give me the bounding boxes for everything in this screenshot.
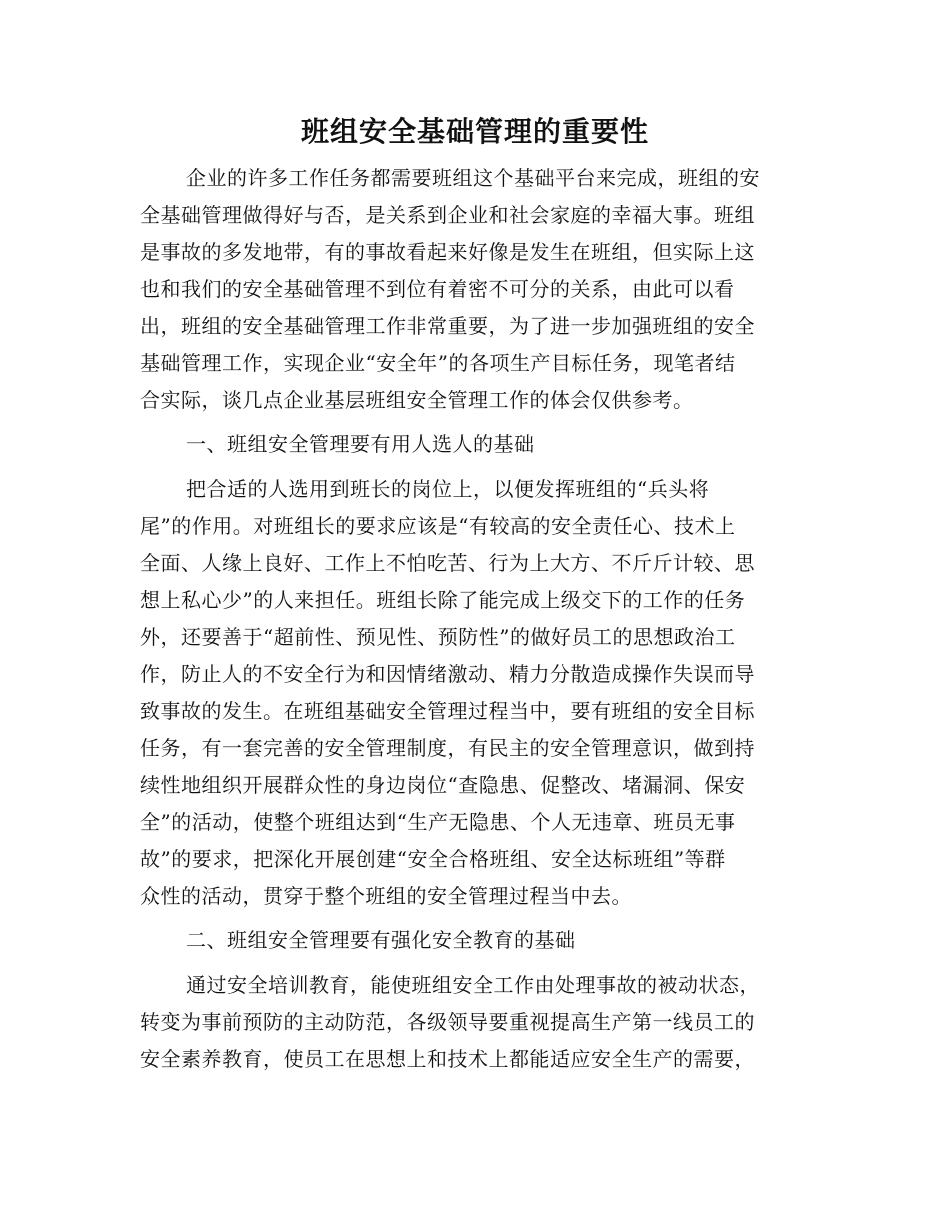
paragraph-section-2 <box>140 967 795 1078</box>
text-line: 故”的要求，把深化开展创建“安全合格班组、安全达标班组”等群 <box>140 847 726 871</box>
text-line: 转变为事前预防的主动防范，各级领导要重视提高生产第一线员工的 <box>140 1010 755 1034</box>
text-line: 全基础管理做得好与否，是关系到企业和社会家庭的幸福大事。班组 <box>140 203 755 227</box>
text-line: 想上私心少”的人来担任。班组长除了能完成上级交下的工作的任务 <box>140 588 746 612</box>
text-line: 作，防止人的不安全行为和因情绪激动、精力分散造成操作失误而导 <box>140 662 755 686</box>
text-line: 尾”的作用。对班组长的要求应该是“有较高的安全责任心、技术上 <box>140 514 736 538</box>
paragraph-intro <box>140 160 795 419</box>
text-line: 也和我们的安全基础管理不到位有着密不可分的关系，由此可以看 <box>140 277 735 301</box>
text-line: 致事故的发生。在班组基础安全管理过程当中，要有班组的安全目标 <box>140 699 755 723</box>
text-line: 是事故的多发地带，有的事故看起来好像是发生在班组，但实际上这 <box>140 240 755 264</box>
text-line: 企业的许多工作任务都需要班组这个基础平台来完成，班组的安 <box>186 166 760 190</box>
paragraph-section-1 <box>140 471 795 915</box>
text-line: 全”的活动，使整个班组达到“生产无隐患、个人无违章、班员无事 <box>140 810 736 834</box>
text-line: 任务，有一套完善的安全管理制度，有民主的安全管理意识，做到持 <box>140 736 755 760</box>
text-line: 出，班组的安全基础管理工作非常重要，为了进一步加强班组的安全 <box>140 314 755 338</box>
text-line: 把合适的人选用到班长的岗位上，以便发挥班组的“兵头将 <box>186 477 710 501</box>
section-heading-2: 二、班组安全管理要有强化安全教育的基础 <box>186 928 576 952</box>
document-body <box>140 160 795 1078</box>
text-line: 合实际，谈几点企业基层班组安全管理工作的体会仅供参考。 <box>140 388 694 412</box>
section-heading-1: 一、班组安全管理要有用人选人的基础 <box>186 432 535 456</box>
text-line: 续性地组织开展群众性的身边岗位“查隐患、促整改、堵漏洞、保安 <box>140 773 746 797</box>
text-line: 众性的活动，贯穿于整个班组的安全管理过程当中去。 <box>140 884 632 908</box>
text-line: 安全素养教育，使员工在思想上和技术上都能适应安全生产的需要， <box>140 1047 755 1071</box>
text-line: 全面、人缘上良好、工作上不怕吃苦、行为上大方、不斤斤计较、思 <box>140 551 755 575</box>
document-title: 班组安全基础管理的重要性 <box>300 115 649 148</box>
text-line: 外，还要善于“超前性、预见性、预防性”的做好员工的思想政治工 <box>140 625 736 649</box>
text-line: 通过安全培训教育，能使班组安全工作由处理事故的被动状态， <box>186 973 760 997</box>
text-line: 基础管理工作，实现企业“安全年”的各项生产目标任务，现笔者结 <box>140 351 736 375</box>
